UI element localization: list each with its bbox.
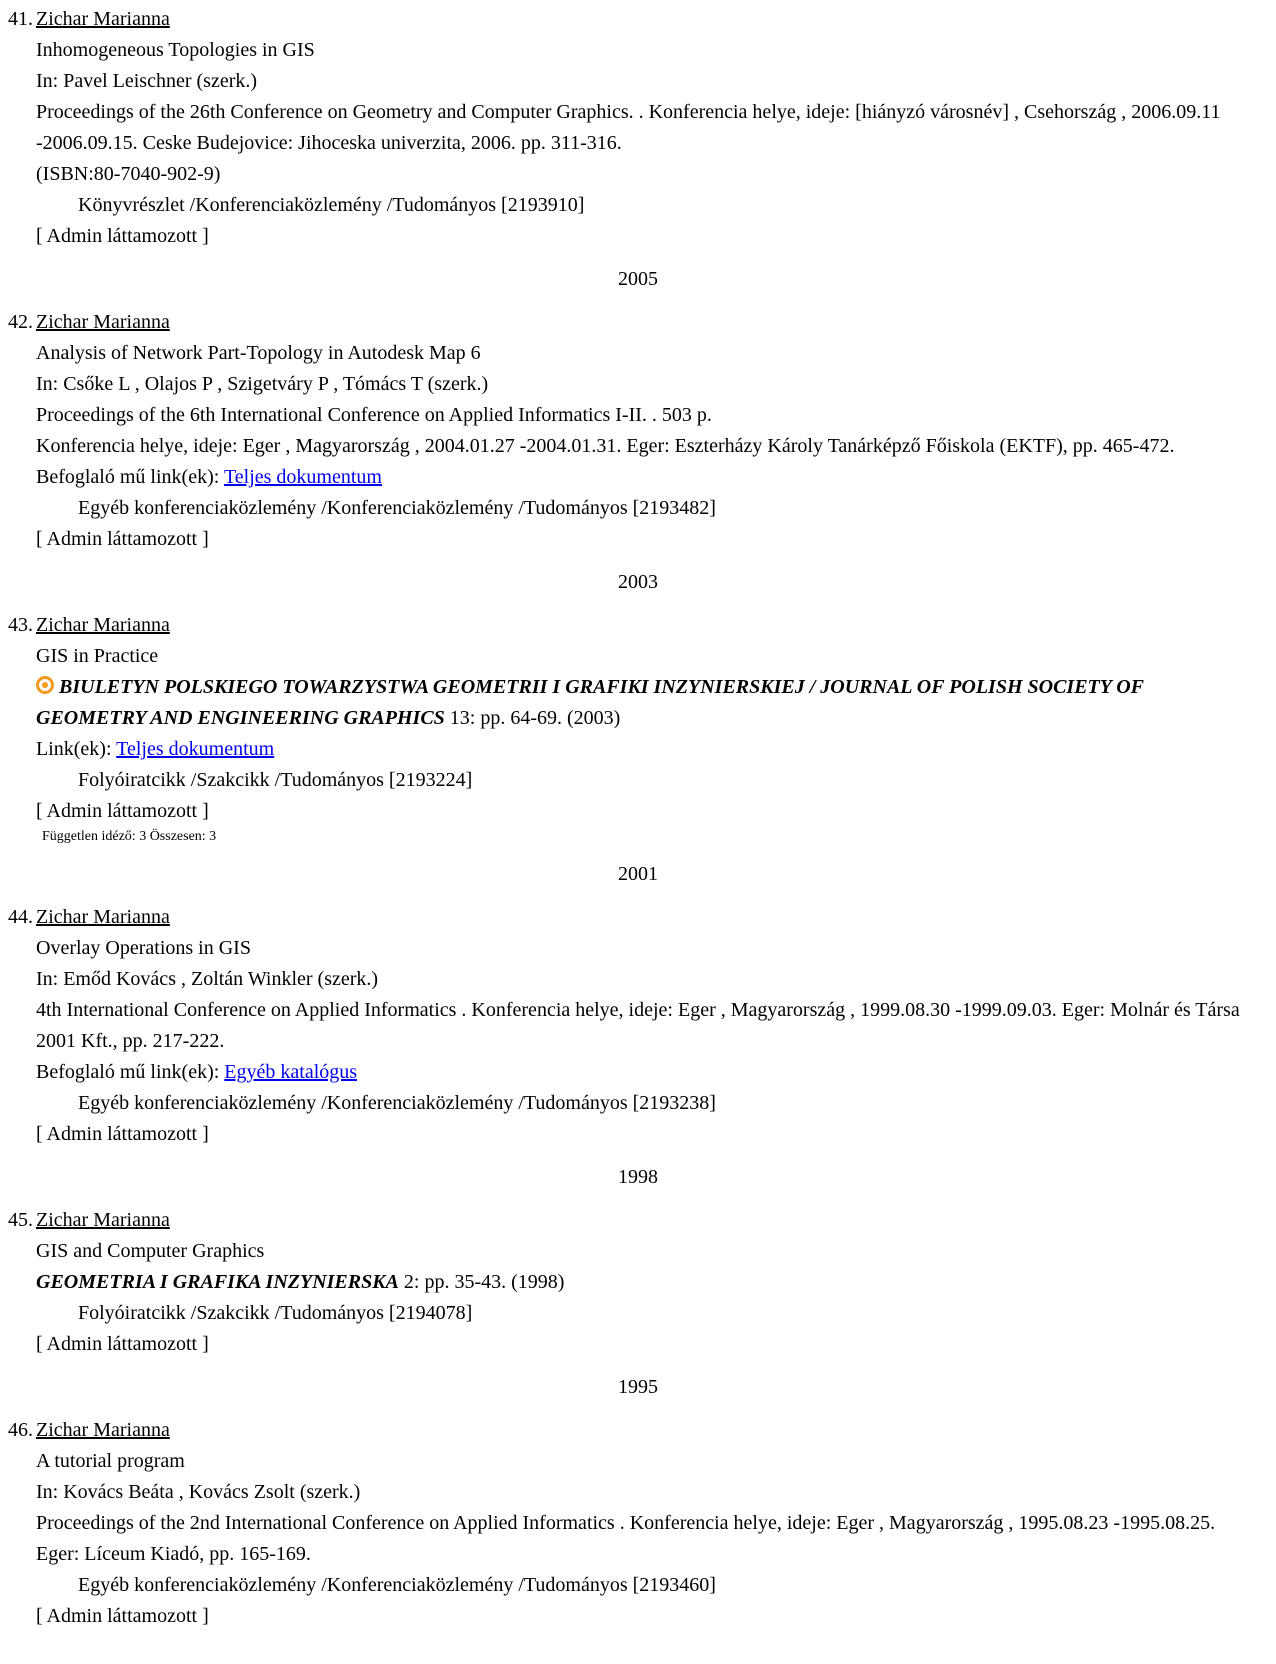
entry-number: 45. <box>8 1209 33 1231</box>
admin-status: [ Admin láttamozott ] <box>36 800 209 822</box>
entry-number: 43. <box>8 614 33 636</box>
admin-status: [ Admin láttamozott ] <box>36 1333 209 1355</box>
editors: In: Csőke L , Olajos P , Szigetváry P , Tómács T (szerk.) <box>36 373 489 395</box>
editors: In: Kovács Beáta , Kovács Zsolt (szerk.) <box>36 1481 361 1503</box>
publication-entry <box>8 610 1276 847</box>
admin-status: [ Admin láttamozott ] <box>36 225 209 247</box>
journal-title: GEOMETRIA I GRAFIKA INZYNIERSKA <box>36 1271 399 1293</box>
publication-entry <box>8 4 1276 252</box>
journal-citation <box>8 672 1256 734</box>
publication-entry <box>8 1415 1276 1632</box>
publication-type: Könyvrészlet /Konferenciaközlemény /Tudományos [2193910] <box>78 194 585 216</box>
year-heading: 2005 <box>618 268 658 290</box>
catalog-link[interactable]: Egyéb katalógus <box>224 1061 358 1083</box>
journal-title: BIULETYN POLSKIEGO TOWARZYSTWA GEOMETRII I GRAFIKI INZYNIERSKIEJ / JOURNAL OF POLISH SOCIETY OF GEOMETRY AND ENGINEERING GRAPHICS <box>36 676 1144 729</box>
author-link[interactable]: Zichar Marianna <box>36 1209 170 1231</box>
journal-details: 2: pp. 35-43. (1998) <box>398 1271 565 1293</box>
journal-citation <box>8 1267 1256 1298</box>
publication-title: A tutorial program <box>36 1450 185 1472</box>
publication-type: Egyéb konferenciaközlemény /Konferenciaközlemény /Tudományos [2193482] <box>78 497 716 519</box>
author-link[interactable]: Zichar Marianna <box>36 8 170 30</box>
admin-status: [ Admin láttamozott ] <box>36 1123 209 1145</box>
proceedings-title: Proceedings of the 6th International Conference on Applied Informatics I-II. . 503 p. <box>36 404 712 426</box>
publication-details: Proceedings of the 2nd International Conference on Applied Informatics . Konferencia helye, ideje: Eger , Magyarország , 1995.08.23 -1995.08.25. Eger: Líceum Kiadó, pp. 165-169. <box>36 1512 1216 1565</box>
publication-details: Proceedings of the 26th Conference on Geometry and Computer Graphics. . Konferencia helye, ideje: [hiányzó városnév] , Csehország , 2006.09.11 -2006.09.15. Ceske Budejovice: Jihoceska univerzita, 2006. pp. 311-316. <box>36 101 1221 154</box>
publication-details: Konferencia helye, ideje: Eger , Magyarország , 2004.01.27 -2004.01.31. Eger: Eszterházy Károly Tanárképző Főiskola (EKTF), pp. 465-472. <box>36 435 1175 457</box>
publication-type: Folyóiratcikk /Szakcikk /Tudományos [2194078] <box>78 1302 473 1324</box>
publication-type: Egyéb konferenciaközlemény /Konferenciaközlemény /Tudományos [2193238] <box>78 1092 716 1114</box>
link-label: Link(ek): <box>36 738 117 760</box>
link-row <box>8 1057 1256 1088</box>
publication-title: Analysis of Network Part-Topology in Autodesk Map 6 <box>36 342 481 364</box>
link-label: Befoglaló mű link(ek): <box>36 466 224 488</box>
editors: In: Emőd Kovács , Zoltán Winkler (szerk.) <box>36 968 379 990</box>
journal-details: 13: pp. 64-69. (2003) <box>444 707 621 729</box>
publication-title: Inhomogeneous Topologies in GIS <box>36 39 315 61</box>
admin-status: [ Admin láttamozott ] <box>36 1605 209 1627</box>
entry-number: 42. <box>8 311 33 333</box>
year-heading: 2001 <box>618 863 658 885</box>
publication-entry <box>8 902 1276 1150</box>
full-document-link[interactable]: Teljes dokumentum <box>223 466 382 488</box>
link-row <box>8 734 1256 765</box>
publication-title: GIS in Practice <box>36 645 159 667</box>
citation-count: Független idéző: 3 Összesen: 3 <box>42 829 217 844</box>
entry-number: 44. <box>8 906 33 928</box>
admin-status: [ Admin láttamozott ] <box>36 528 209 550</box>
year-heading: 1995 <box>618 1376 658 1398</box>
isbn: (ISBN:80-7040-902-9) <box>36 163 221 185</box>
publication-title: GIS and Computer Graphics <box>36 1240 265 1262</box>
entry-number: 46. <box>8 1419 33 1441</box>
year-heading: 1998 <box>618 1166 658 1188</box>
full-document-link[interactable]: Teljes dokumentum <box>116 738 275 760</box>
publication-entry <box>8 307 1276 555</box>
author-link[interactable]: Zichar Marianna <box>36 614 170 636</box>
publication-type: Egyéb konferenciaközlemény /Konferenciaközlemény /Tudományos [2193460] <box>78 1574 716 1596</box>
link-row <box>8 462 1256 493</box>
publication-title: Overlay Operations in GIS <box>36 937 251 959</box>
open-access-icon <box>36 676 54 694</box>
year-heading: 2003 <box>618 571 658 593</box>
author-link[interactable]: Zichar Marianna <box>36 311 170 333</box>
editors: In: Pavel Leischner (szerk.) <box>36 70 258 92</box>
link-label: Befoglaló mű link(ek): <box>36 1061 225 1083</box>
author-link[interactable]: Zichar Marianna <box>36 1419 170 1441</box>
author-link[interactable]: Zichar Marianna <box>36 906 170 928</box>
publication-details: 4th International Conference on Applied Informatics . Konferencia helye, ideje: Eger , Magyarország , 1999.08.30 -1999.09.03. Eger: Molnár és Társa 2001 Kft., pp. 217-222. <box>36 999 1240 1052</box>
entry-number: 41. <box>8 8 33 30</box>
publication-type: Folyóiratcikk /Szakcikk /Tudományos [2193224] <box>78 769 473 791</box>
publication-entry <box>8 1205 1276 1360</box>
